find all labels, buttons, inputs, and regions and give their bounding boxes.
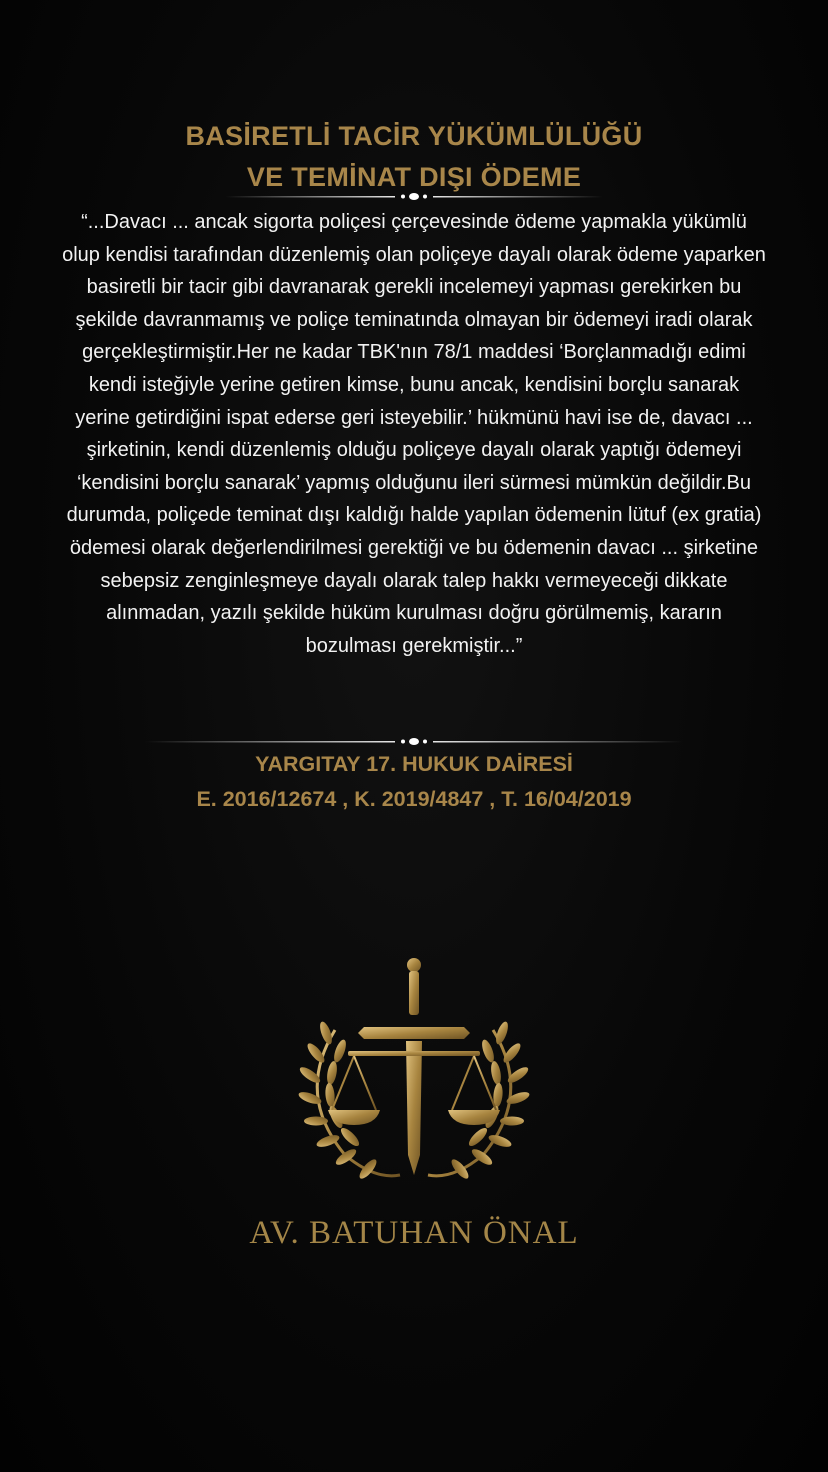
case-reference: E. 2016/12674 , K. 2019/4847 , T. 16/04/2019 [196, 787, 632, 811]
lawyer-signature: AV. BATUHAN ÖNAL [249, 1215, 579, 1251]
title-line-1: BASİRETLİ TACİR YÜKÜMLÜLÜĞÜ [185, 121, 643, 151]
ornamental-divider-icon [0, 187, 828, 207]
court-name: YARGITAY 17. HUKUK DAİRESİ [255, 752, 573, 776]
court-quote: “...Davacı ... ancak sigorta poliçesi çerçevesinde ödeme yapmakla yükümlü olup kendisi tarafından düzenlemiş olan poliçeye dayalı olarak ödeme yaparken basiretli bir tacir gibi davranarak gerekli incelemeyi yapması gerekirken bu şekilde davranmamış ve poliçe teminatında olmayan bir ödemeyi iradi olarak gerçekleştirmiştir.Her ne kadar TBK'nın 78/1 maddesi ‘Borçlanmadığı edimi kendi isteğiyle yerine getiren kimse, bunu ancak, kendisini borçlu sanarak yerine getirdiğini ispat ederse geri isteyebilir.’ hükmünü havi ise de, davacı ... şirketinin, kendi düzenlemiş olduğu poliçeye dayalı olarak yaptığı ödemeyi ‘kendisini borçlu sanarak’ yapmış olduğunu ileri sürmesi mümkün değildir.Bu durumda, poliçede teminat dışı kaldığı halde yapılan ödemenin lütuf (ex gratia) ödemesi olarak değerlendirilmesi gerektiği ve bu ödemenin davacı ... şirketine sebepsiz zenginleşmeye dayalı olarak talep hakkı vermeyeceği dikkate alınmadan, yazılı şekilde hüküm kurulması doğru görülmemiş, kararın bozulması gerekmiştir...” [62, 211, 766, 657]
title-line-2: VE TEMİNAT DIŞI ÖDEME [246, 162, 582, 192]
scales-sword-laurel-icon [280, 955, 548, 1195]
ornamental-divider-icon [0, 732, 828, 752]
